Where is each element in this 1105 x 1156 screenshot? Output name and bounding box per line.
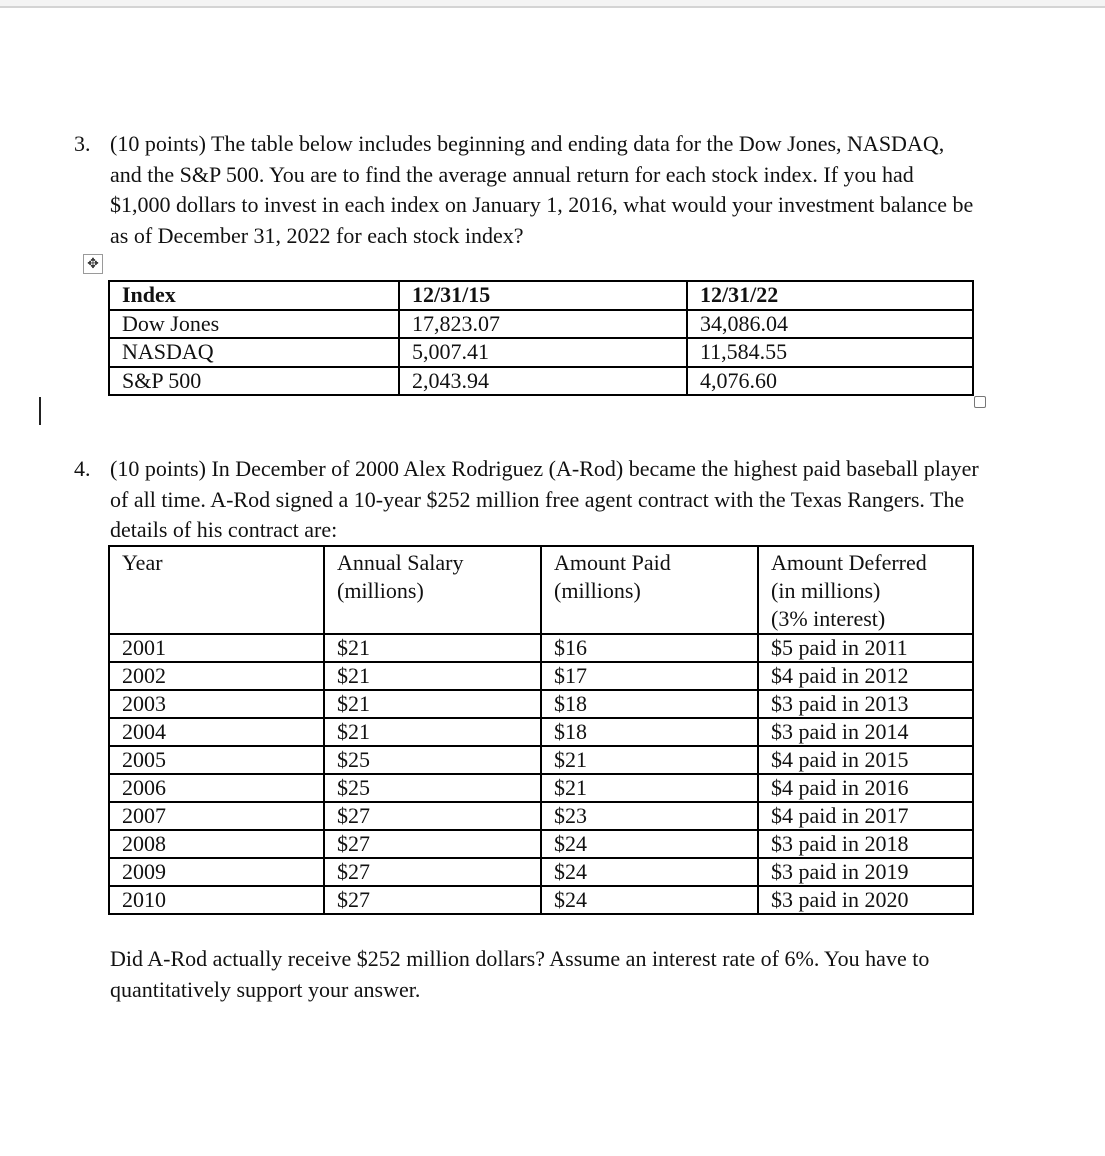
table-cell: $23 xyxy=(541,802,758,830)
table-cell: 2009 xyxy=(109,858,324,886)
table-cell: $16 xyxy=(541,634,758,662)
table-cell: 4,076.60 xyxy=(687,367,973,396)
table-cell: 17,823.07 xyxy=(399,310,687,339)
table-cell: $3 paid in 2013 xyxy=(758,690,973,718)
table-cell: $18 xyxy=(541,690,758,718)
table-row xyxy=(109,310,973,339)
header-line: (3% interest) xyxy=(771,606,886,631)
table-cell: $4 paid in 2015 xyxy=(758,746,973,774)
table-header-row xyxy=(109,546,973,634)
table-cell: $27 xyxy=(324,886,541,914)
table-row xyxy=(109,662,973,690)
table-cell: $27 xyxy=(324,802,541,830)
table-cell: 2006 xyxy=(109,774,324,802)
question-3 xyxy=(74,129,974,251)
header-end-date: 12/31/22 xyxy=(687,281,973,310)
table-cell: 34,086.04 xyxy=(687,310,973,339)
table-row xyxy=(109,774,973,802)
contract-table-body xyxy=(109,634,973,914)
table-cell: 2,043.94 xyxy=(399,367,687,396)
table-cell: $4 paid in 2012 xyxy=(758,662,973,690)
table-cell: 2002 xyxy=(109,662,324,690)
table-row xyxy=(109,718,973,746)
question-4 xyxy=(74,454,994,546)
table-row xyxy=(109,338,973,367)
table-cell: $24 xyxy=(541,830,758,858)
table-row xyxy=(109,746,973,774)
question-3-number: 3. xyxy=(74,131,91,156)
table-cell: $21 xyxy=(324,690,541,718)
header-line: (millions) xyxy=(554,578,641,603)
header-annual-salary xyxy=(324,546,541,634)
header-start-date: 12/31/15 xyxy=(399,281,687,310)
contract-table xyxy=(108,545,974,915)
table-row xyxy=(109,886,973,914)
table-cell: Dow Jones xyxy=(109,310,399,339)
table-cell: $24 xyxy=(541,858,758,886)
table-cell: $3 paid in 2014 xyxy=(758,718,973,746)
table-cell: $18 xyxy=(541,718,758,746)
question-4-text: (10 points) In December of 2000 Alex Rodriguez (A-Rod) became the highest paid baseball player of all time. A-Rod signed a 10-year $252 million free agent contract with the Texas Rangers. The details of his contract are: xyxy=(110,456,979,542)
header-line: Year xyxy=(122,550,163,575)
table-cell: $21 xyxy=(324,634,541,662)
header-line: (millions) xyxy=(337,578,424,603)
table-cell: 2005 xyxy=(109,746,324,774)
table-row xyxy=(109,690,973,718)
table-cell: $3 paid in 2019 xyxy=(758,858,973,886)
closing-question: Did A-Rod actually receive $252 million dollars? Assume an interest rate of 6%. You have to quantitatively support your answer. xyxy=(110,946,930,1002)
table-cell: $21 xyxy=(541,774,758,802)
table-cell: $25 xyxy=(324,774,541,802)
header-amount-paid xyxy=(541,546,758,634)
table-cell: 2008 xyxy=(109,830,324,858)
table-cell: $5 paid in 2011 xyxy=(758,634,973,662)
window-top-edge xyxy=(0,0,1105,8)
move-handle-icon[interactable]: ✥ xyxy=(83,254,103,274)
table-cell: $24 xyxy=(541,886,758,914)
table-cell: $25 xyxy=(324,746,541,774)
table-header-row xyxy=(109,281,973,310)
table-cell: $21 xyxy=(324,718,541,746)
table-cell: $4 paid in 2016 xyxy=(758,774,973,802)
table-row xyxy=(109,802,973,830)
table-cell: $21 xyxy=(541,746,758,774)
table-cell: 2010 xyxy=(109,886,324,914)
table-cell: $27 xyxy=(324,830,541,858)
table-cell: $4 paid in 2017 xyxy=(758,802,973,830)
table-cell: $3 paid in 2018 xyxy=(758,830,973,858)
table-cell: 2001 xyxy=(109,634,324,662)
table-cell: $27 xyxy=(324,858,541,886)
table-row xyxy=(109,830,973,858)
header-index: Index xyxy=(109,281,399,310)
table-cell: 2004 xyxy=(109,718,324,746)
index-table xyxy=(108,280,974,396)
table-cell: 2003 xyxy=(109,690,324,718)
header-line: (in millions) xyxy=(771,578,881,603)
table-cell: 11,584.55 xyxy=(687,338,973,367)
table-cell: S&P 500 xyxy=(109,367,399,396)
text-cursor xyxy=(39,397,41,425)
table-cell: 2007 xyxy=(109,802,324,830)
header-line: Annual Salary xyxy=(337,550,464,575)
resize-handle-icon[interactable] xyxy=(974,396,986,408)
header-year xyxy=(109,546,324,634)
header-line: Amount Paid xyxy=(554,550,671,575)
table-cell: $3 paid in 2020 xyxy=(758,886,973,914)
header-amount-deferred xyxy=(758,546,973,634)
table-row xyxy=(109,858,973,886)
question-4-number: 4. xyxy=(74,456,91,481)
question-3-text: (10 points) The table below includes beginning and ending data for the Dow Jones, NASDAQ, and the S&P 500. You are to find the average annual return for each stock index. If you had $1,000 dollars to invest in each index on January 1, 2016, what would your investment balance be as of December 31, 2022 for each stock index? xyxy=(110,131,974,248)
table-cell: $17 xyxy=(541,662,758,690)
table-cell: NASDAQ xyxy=(109,338,399,367)
table-cell: 5,007.41 xyxy=(399,338,687,367)
table-row xyxy=(109,367,973,396)
header-line: Amount Deferred xyxy=(771,550,927,575)
table-cell: $21 xyxy=(324,662,541,690)
table-row xyxy=(109,634,973,662)
